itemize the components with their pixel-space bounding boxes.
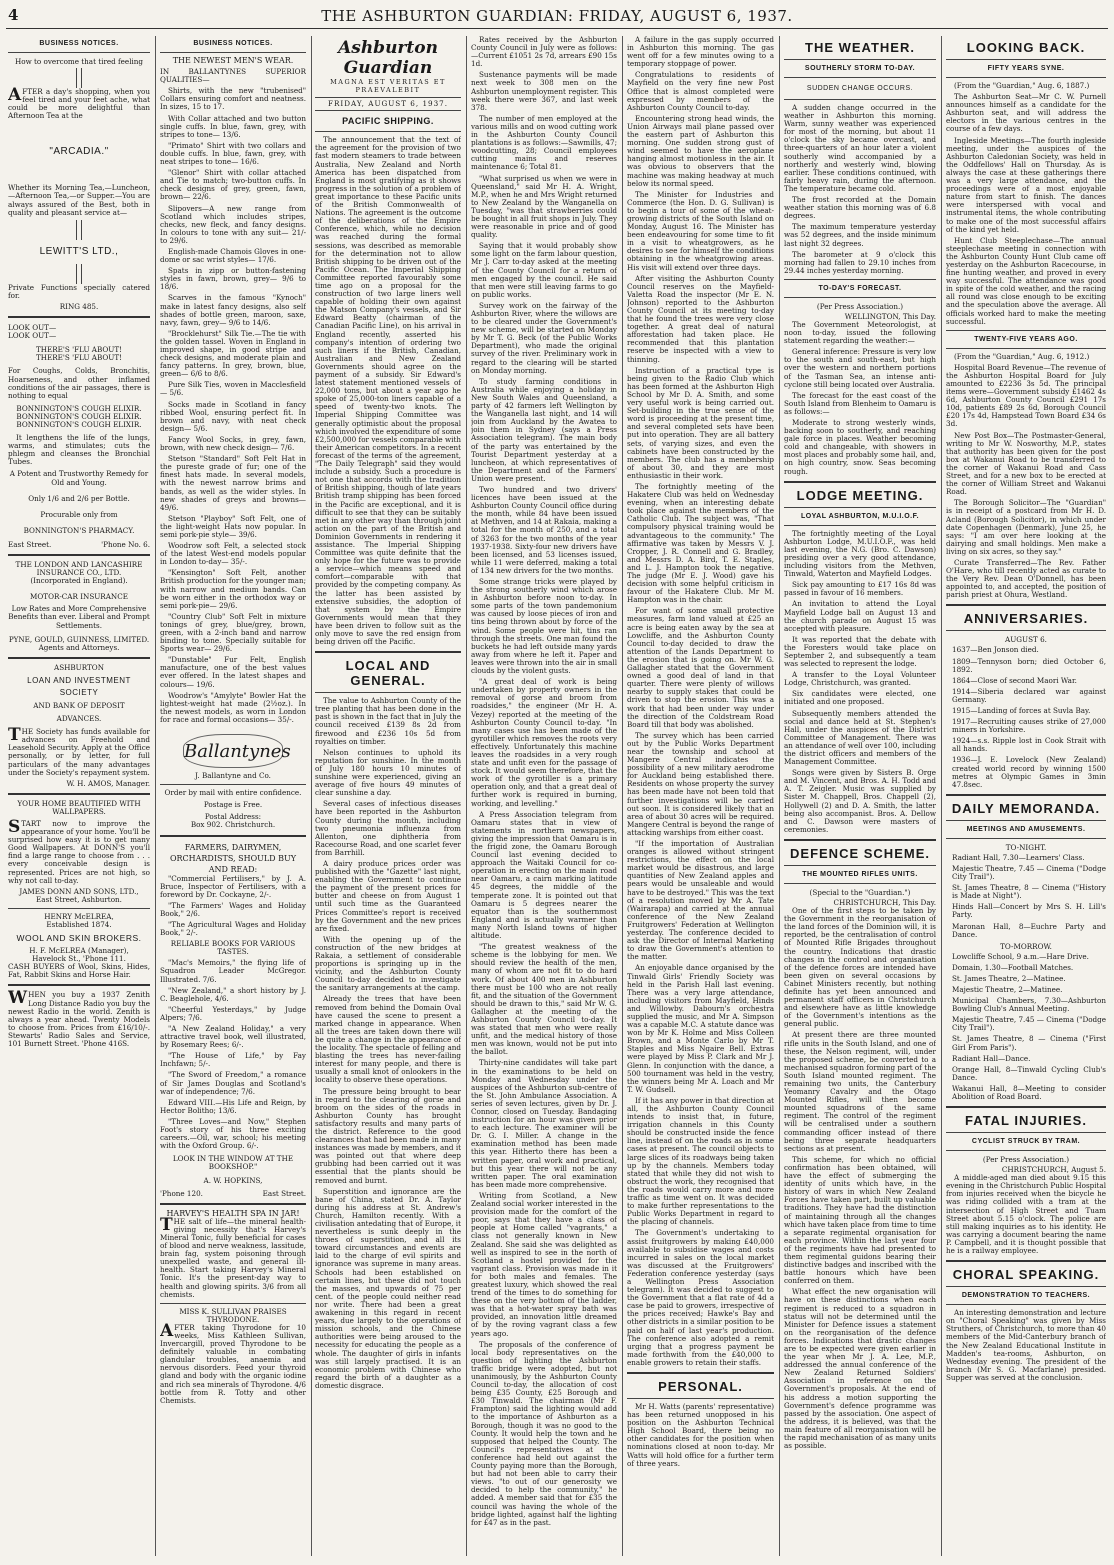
elixir-price: Only 1/6 and 2/6 per Bottle. [28, 493, 130, 503]
ad-rule [76, 264, 82, 284]
page-number: 4 [8, 6, 19, 24]
lewitt-name: LEWITT'S LTD., [39, 245, 119, 257]
forecast-paragraph: Moderate to strong westerly winds, backing soon to southerly, and reaching gale force in places. Weather becoming cold and changeable, with showers in most places and probably some hail, and, on high country, snow. Seas becoming rough. [784, 418, 936, 476]
tonight-heading: TO-NIGHT. [1005, 842, 1047, 852]
column-looking-back [946, 36, 1106, 1556]
news-item: The number of men employed at the various mills and on wood cutting work in the Ashburton County Council plantations is as follows:—Sawmills, 47; woodcutting, 28; Council employees cutting mains and reserves maintenance 6; Total 81. [471, 113, 617, 172]
book-item: "Mac's Memoirs," the flying life of Squadron Leader McGregor. Illustrated. 7/6. [160, 958, 306, 984]
event-item: Municipal Chambers, 7.30—Ashburton Bowling Club's Annual Meeting. [952, 996, 1106, 1014]
lewitt-ring: RING 485. [59, 301, 99, 311]
mens-wear-heading: THE NEWEST MEN'S WEAR. [172, 56, 294, 65]
tomorrow-heading: TO-MORROW. [1000, 941, 1052, 951]
fatal-injuries-heading: FATAL INJURIES. [965, 1113, 1087, 1129]
lodge-paragraph: An invitation to attend the Loyal Mayfield Lodge ball on August 13 and the church parade on August 15 was accepted with pleasure. [784, 599, 936, 633]
mens-wear-item: With Collar attached and two button single cuffs. In blue, fawn, grey, with stripes to tone— 13/6. [160, 113, 306, 139]
donn-address: East Street, Ashburton. [36, 894, 122, 904]
news-item: The survey which has been carried out by the Public Works Department near the township and school at Mangere Central indicates the possibility of a new military aerodrome for Auckland being established there. Residents on whose property the survey has been made have not been told that further investigations will be carried out soon. It is considered likely that an area of about 30 acres will be required. Mangere Central is beyond the range of attacking warships from either coast. [627, 730, 774, 837]
event-item: St. James Theatre, 8 — Cinema ("History is Made at Night"). [952, 883, 1106, 901]
arcadia-intro: How to overcome that tired feeling [14, 57, 144, 66]
looking-back-heading: LOOKING BACK. [966, 40, 1086, 55]
book-item: "Three Loves—and Now," Stephen Foot's story of his three exciting careers.—Oil, war, school; his meeting with the Oxford Group. 6/-. [160, 1116, 306, 1151]
section-heading: BUSINESS NOTICES. [39, 40, 119, 47]
masthead [0, 6, 1114, 28]
forecast-paragraph: The forecast for the east coast of the South Island from Blenheim to Oamaru is as follows:— [784, 390, 936, 416]
flu-notice: THERE'S 'FLU ABOUT! THERE'S 'FLU ABOUT! [35, 345, 123, 363]
news-item: Several cases of infectious diseases have been reported in the Ashburton County during the month, including two pneumonia influenza from Allenton, one diphtheria from Racecourse Road, and one scarlet fever from Barrhill. [315, 799, 461, 857]
cash-buyers: CASH BUYERS of Wool, Skins, Hides, Fat, Rabbit Skins and Horse Hair. [8, 962, 150, 980]
defence-paragraph: At present there are three mounted rifle units in the South Island, and one of these, the Nelson regiment, will, under the proposed scheme, be converted to a mechanised squadron forming part of the South Island mounted regiment. The remaining two units, the Canterbury Yeomanry Cavalry and the Otago Mounted Rifles, will then become mounted squadrons of the same regiment. The control of the regiment will be centralised under a southern commanding officer instead of there being three separate headquarters sections as at present. [784, 1030, 936, 1153]
agents-text: Agents and Attorneys. [38, 642, 120, 652]
anniversary-item: 1864—Close of second Maori War. [952, 675, 1077, 685]
donn-name: JAMES DONN AND SONS, LTD., [19, 886, 139, 896]
column-divider [466, 36, 467, 1556]
tomorrow-list [946, 953, 1106, 1101]
weather-paragraph: The maximum temperature yesterday was 52 degrees, and the inside minimum last night 32 degrees. [784, 222, 936, 248]
anniversary-item: 1914—Siberia declared war against Germany. [952, 686, 1106, 704]
forecast-source: (Per Press Association.) [816, 301, 904, 311]
zenith-radio: WHEN you buy a 1937 Zenith Long Distance Radio you buy the newest Radio in the world. Zenith is always a year ahead. Twenty Models to choose from. Prices from £16/10/-. Stewarts' Radio Sales and Service, 101 Burnett Street. 'Phone 416S. [8, 988, 150, 1049]
mcelrea-name: HENRY McELREA, [44, 911, 114, 921]
book-item: "The House of Life," by Fay Inchfawn; 5/-. [160, 1051, 306, 1069]
column-weather-lodge-defence [784, 36, 936, 1556]
news-item: "A great deal of work is being undertaken by property owners in the removal of gorse and broom from roadsides," the engineer (Mr H. A. Vezey) reported at the meeting of the Ashburton County Council to-day. "In many cases use has been made of the gyrotiller which removes the roots very effectively. Unfortunately this machine leaves the roadsides in a very rough state and unfit even for the passage of stock. It would seem therefore, that the work of the gyrotiller is a primary operation only, and that a great deal of further work is required in burning, working, and levelling." [471, 677, 617, 808]
ad-rule [76, 68, 82, 88]
news-item: The Minister for Industries and Commerce (the Hon. D. G. Sullivan) is to begin a tour of some of the wheat-growing districts of the South Island on Monday, August 16. The Minister has been endeavouring for some time to fit in a visit to wheatgrowers, as he desires to see for himself the conditions obtaining in the wheatgrowing areas. His visit will extend over three days. [627, 189, 774, 272]
pharmacy-phone: 'Phone No. 6. [101, 539, 150, 549]
choral-text: An interesting demonstration and lecture on "Choral Speaking" was given by Miss Struthers, of Christchurch, to more than 40 members of the Mid-Canterbury branch of the New Zealand Educational Institute in Madden's tea-rooms, Ashburton, on Wednesday evening. The president of the branch (Mr S. G. Macfarlane) presided. Supper was served at the conclusion. [946, 1308, 1106, 1382]
amos-manager: W. H. AMOS, Manager. [66, 778, 150, 788]
sudden-change: SUDDEN CHANGE OCCURS. [806, 85, 914, 92]
event-item: Wakanui Hall, 8—Meeting to consider Abolition of Road Board. [952, 1083, 1106, 1101]
news-item: With the opening up of the construction of the new bridges at Rakaia, a settlement of considerable proportions is springing up in the vicinity, and the Ashburton County Council to-day decided to investigate the sanitary arrangements at the camp. [315, 934, 461, 993]
wool-manager: H. F. McELREA (Manager), [29, 946, 129, 956]
book-item: Edward VIII.—His Life and Reign, by Hector Bolitho; 13/6. [160, 1097, 306, 1115]
history-item: Hunt Club Steeplechase—The annual steeplechase meeting in connection with the Ashburton County Hunt Club came off yesterday on the Ashburton Racecourse, in fine hunting weather, and proved in every way successful. The attendance was good in spite of the cold weather, and the racing all round was close enough to be exciting and the speculation above the average. All officials worked hard to make the meeting successful. [946, 235, 1106, 326]
anniversary-item: 1936—J. E. Lovelock (New Zealand) created world record by winning 1500 metres at Olympic Games in 3min 47.8sec. [952, 755, 1106, 789]
weather-heading: THE WEATHER. [805, 40, 915, 55]
arcadia-name: "ARCADIA." [49, 146, 109, 158]
lodge-paragraph: Sick pay amounting to £17 16s 8d was passed in favour of 16 members. [784, 580, 936, 598]
news-item: "The greatest weakness of the scheme is the lobbying for men. We should review the health of the men, many of whom are not fit to do hard work. Of about 400 men in Ashburton there must be 100 who are not really fit, and the situation of the Government should be drawn to this," said Mr W. G. Gallagher at the meeting of the Ashburton County Council to-day. It was stated that men who were really unfit, and the medical history of those men was known, would not be put into the ballot. [471, 942, 617, 1057]
local-news-items [471, 36, 617, 1527]
mens-wear-item: Slipovers—A new range from Scotland which includes stripes, checks, new fleck, and fancy designs. In colours to tone with any suit— 21/- to 29/6. [160, 203, 306, 245]
ballantynes-signature: Ballantynes [183, 734, 283, 768]
farmers-heading: FARMERS, DAIRYMEN, ORCHARDISTS, SHOULD BUY AND READ: [169, 842, 297, 874]
defence-report [784, 907, 936, 1450]
forecast-paragraph: The Government Meteorologist, at noon to-day, issued the following statement regarding the weather:— [784, 319, 936, 346]
news-item: After visiting the Ashburton County Council reserves on the Mayfield-Valetta Road the inspector (Mr E. N. Johnson) reported to the Ashburton County Council at its meeting to-day that he found the trees were very close together. A great deal of natural afforestation had taken place. He recommended that this plantation reserve be inspected with a view to thinning. [627, 273, 774, 364]
forecast-report [784, 321, 936, 476]
event-item: Radiant Hall—Dance. [952, 1053, 1031, 1063]
history-item: (From the "Guardian," Aug. 6, 1887.) [954, 81, 1090, 90]
forecast-dateline: WELLINGTON, This Day. [844, 311, 936, 321]
farm-book-item: "The Farmers' Wages and Holiday Book," 2/6. [160, 900, 306, 918]
farm-books-list [160, 875, 306, 938]
bank-deposit: AND BANK OF DEPOSIT [33, 700, 125, 710]
lewitt-line: Private Functions specially catered for. [8, 282, 150, 300]
newspaper-nameplate: Ashburton Guardian [338, 38, 438, 78]
lodge-paragraph: Six candidates were elected, one initiated and one proposed. [784, 689, 936, 707]
event-item: Domain, 1.30—Football Matches. [952, 962, 1074, 972]
news-item: Encountering strong head winds, the Union Airways mail plane passed over the eastern part of Ashburton this morning. One sudden strong gust of wind seemed to have the aeroplane hanging almost motionless in the air. It was obvious to observers that the machine was making headway at much below its normal speed. [627, 113, 774, 188]
local-general-heading: LOCAL AND GENERAL. [345, 658, 431, 689]
event-item: Orange Hall, 8—Tinwald Cycling Club's Dance. [952, 1064, 1106, 1082]
book-item: "The Sword of Freedom," a romance of Sir James Douglas and Scotland's war of independence; 7/6. [160, 1070, 306, 1096]
column-business-notices-2 [160, 36, 306, 1556]
twenty-five-years-items [946, 353, 1106, 600]
mens-wear-item: Shirts, with the new "trubenised" Collars ensuring comfort and neatness. In sizes, 15 to 17. [160, 86, 306, 112]
local-general-items [315, 697, 461, 1390]
choral-subheading: DEMONSTRATION TO TEACHERS. [961, 1292, 1091, 1300]
column-divider [779, 36, 780, 1556]
pharmacy-name: BONNINGTON'S PHARMACY. [23, 525, 135, 535]
news-item: The proposals of the conference of local body representatives on the question of lighting the Ashburton traffic bridge were adopted, but not unanimously, by the Ashburton County Council to-day, the allocation of cost being £35 County, £25 Borough and £30 Tinwald. The chairman (Mr F. Frampton) said the lighting would add to the importance of Ashburton as a Borough, though it was no good to the County. It would help the town and he supposed that helped the County. The Council's representatives at the conference had held out against the County paying more than the Borough, but had not been able to carry their views. "to out of our generosity we decided to help the community," he added. A member said that for £35 the council was having the whole of the bridge lighted, against half the lighting for £47 as in the past. [471, 1339, 617, 1527]
reliable-books-list [160, 959, 306, 1150]
daily-memoranda-heading: DAILY MEMORANDA. [951, 800, 1101, 816]
mens-wear-item: Woodrow soft Felt, a selected stock of the latest West-end models popular in London to-day— 35/-. [160, 541, 306, 567]
event-item: Majestic Theatre, 7.45 — Cinema ("Dodge City Trail"). [952, 1015, 1106, 1033]
fatal-text: A middle-aged man died about 9.15 this evening in the Christchurch Public Hospital from injuries received when the bicycle he was riding collided with a tram at the intersection of High Street and Tuam Street about 5.15 o'clock. The police are still making inquiries as to his identity. He was carrying a document bearing the name P. Campbell, and it is thought possible that he is a railway employee. [946, 1173, 1106, 1256]
wool-address: Havelock St., 'Phone 111. [32, 954, 126, 964]
ballantyne-company: J. Ballantyne and Co. [195, 771, 271, 781]
loan-society: LOAN AND INVESTMENT SOCIETY [27, 675, 131, 697]
history-item: (From the "Guardian," Aug. 6, 1912.) [954, 351, 1090, 361]
news-item: For want of some small protective measures, farm land valued at £25 an acre is being eaten away by the sea at Lowcliffe, and the Ashburton County Council to-day decided to draw the attention of the Lands Department to the erosion that is going on. Mr W. G. Gallagher stated that the Government owned a good deal of land in that quarter. There were plenty of willows nearby to supply stakes that could be driven to stop the erosion. This was a work that had been under way under the direction of the Coldstream Road Board till that body was abolished. [627, 606, 774, 729]
news-item: A failure in the gas supply occurred in Ashburton this morning. The gas went off for a few minutes owing to a temporary stoppage of power. [627, 36, 774, 69]
mens-wear-item: "Country Club" Soft Felt in mixture tonings of grey, blue/grey, brown, green, with a 2-inch band and narrow binding to tone. Specially suitable for Sports wear— 29/6. [160, 611, 306, 654]
column-editorial [315, 36, 461, 1556]
pacific-shipping-heading: PACIFIC SHIPPING. [342, 116, 434, 127]
ashburton-society: ASHBURTON [54, 662, 104, 672]
meetings-heading: MEETINGS AND AMUSEMENTS. [966, 825, 1086, 833]
event-item: Lowcliffe School, 9 a.m.—Hare Drive. [952, 951, 1089, 961]
section-heading: BUSINESS NOTICES. [193, 40, 273, 47]
qualities-heading: IN BALLANTYNES SUPERIOR QUALITIES— [160, 67, 306, 85]
hopkins-phone: 'Phone 120. [160, 1188, 203, 1198]
news-item: A dairy produce prices order was published with the "Gazette" last night, enabling the Government to continue the payment of the present prices for butter and cheese on from August 1 until such time as the Guaranteed Prices Committee's report is received by the Government and the new prices are fixed. [315, 858, 461, 933]
news-item: Sustenance payments will be made next week to 308 men on the Ashburton unemployment register. This week there were 367, and last week 378. [471, 70, 617, 112]
defence-paragraph: This scheme, for which no official confirmation has been obtained, will have the effect of submerging the identity of units which have, in the history of wars in which New Zealand Forces have taken part, built up valuable traditions. They have had the distinction of maintaining through all the changes which have taken place from time to time a separate regimental organisation for each province. Within the last year four of the regiments have had presented to them regimental guidons bearing their distinctive badges and inscribed with the battle honours which have been conferred on them. [784, 1154, 936, 1286]
event-item: Majestic Theatre, 2—Matinee. [952, 984, 1063, 994]
column-divider [622, 36, 623, 1556]
weather-subheading: SOUTHERLY STORM TO-DAY. [804, 65, 916, 72]
mens-wear-item: Spats in zipp or button-fastening styles in fawn, brown, grey— 9/6 to 18/6. [160, 266, 306, 292]
weather-paragraph: The frost recorded at the Domain weather station this morning was of 6.8 degrees. [784, 195, 936, 221]
defence-subheading: THE MOUNTED RIFLES UNITS. [802, 870, 918, 878]
anniversary-item: 1809—Tennyson born; died October 6, 1892. [952, 656, 1106, 674]
lodge-paragraph: It was reported that the debate with the Foresters would take place on September 2, and subsequently a team was selected to represent the lodge. [784, 634, 936, 669]
harvey-heading: HARVEY'S HEALTH SPA IN JAR! [166, 1208, 300, 1218]
mens-wear-item: Woodrow's "Amylyte" Bowler Hat the lightest-weight hat made (2½oz.). In the newest models, as worn in London for race and formal occasions— 35/-. [160, 690, 306, 724]
anniversary-item: 1637—Ben Jonson died. [952, 645, 1039, 655]
editorial-paragraph: The announcement that the text of the agreement for the provision of two fast modern steamers to trade between Australia, New Zealand and North America has been dispatched from England is most gratifying as it shows progress in the solution of a problem of great importance to these Pacific units of the British Commonwealth of Nations. The agreement is the outcome of the deliberations of the Empire Conference, which, while no decision was reached during the formal sessions, was described as memorable for the determination not to allow British shipping to be driven out of the Pacific Ocean. The Imperial Shipping Committee reported favourably some time ago on a proposal for the construction of two large liners well capable of holding their own against the Matson Company's vessels, and Sir Edward Beatty (chairman of the Canadian Pacific Line), on his arrival in England recently, asserted his company's intention of ordering two such liners if the British, Canadian, Australian and New Zealand Governments should agree on the payment of a subsidy. Sir Edward's latest statement mentioned vessels of 22,000 tons, but about a year ago he spoke of 25,000-ton liners capable of a speed of twenty-two knots. The Imperial Shipping Committee was generally optimistic about the proposal which involved the expenditure of some £2,500,000 for vessels comparable with their American competitors. In a recent forecast of the terms of the agreement, "The Daily Telegraph" said they would include a subsidy. Such a procedure is not one that accords with the tradition of British shipping, though of late years British tramp shipping has been forced in the Pacific are exceptional, and it is difficult to see that they can be suitably met in any other way than through joint action on the part of the British and Dominion Governments in rendering it assistance. The Imperial Shipping Committee was quite definite that the only hope for the future was to provide a service—which means speed and comfort—comparable with that provided by the competing company. As the latter has been assisted by extensive subsidies, the adoption of that system by the Empire Governments would mean that they have been driven to follow suit as the only move to save the red ensign from being driven off the Pacific. [315, 135, 461, 647]
news-item: The pressure being brought to bear in regard to the clearing of gorse and broom on the sides of the roads in Ashburton County has brought satisfactory results and many parts of the district. Reference to the good clearances that had been made in many instances was made by members, and it was pointed out that where deep grubbing had been carried out it was essential that the plants should be removed and burnt. [315, 1086, 461, 1185]
wallpaper-heading: YOUR HOME BEAUTIFIED WITH WALLPAPERS. [17, 798, 141, 816]
pharmacy-address: East Street. [8, 539, 52, 549]
bookshop-window: LOOK IN THE WINDOW AT THE BOOKSHOP." [172, 1154, 294, 1172]
anniversaries-heading: ANNIVERSARIES. [963, 611, 1089, 627]
mcelrea-established: Established 1874. [46, 920, 112, 929]
reliable-books-heading: RELIABLE BOOKS FOR VARIOUS TASTES. [170, 939, 296, 957]
look-out: LOOK OUT— LOOK OUT— [8, 323, 57, 341]
mens-wear-item: Fancy Wool Socks, in grey, fawn, brown, with new check design— 7/6. [160, 434, 306, 453]
procurable-text: Procurable only from [40, 509, 118, 519]
mens-wear-item: "Glenor" Shirt with collar attached and Tie to match; two-button cuffs. In check designs of grey, green, fawn, brown— 22/6. [160, 168, 306, 202]
anniversary-item: 1915—Landing of forces at Suvla Bay. [952, 706, 1091, 715]
news-item: Rates received by the Ashburton County Council in July were as follows:—Current £1051 2s 7d, arrears £90 15s 1d. [471, 36, 617, 69]
personal-text: Mr H. Watts (parents' representative) has been returned unopposed in his position on the Ashburton Technical High School Board, there being no other candidates for the position when nominations closed at noon to-day. Mr Watts will hold office for a further term of three years. [627, 1402, 774, 1468]
arcadia-body: AFTER a day's shopping, when you feel tired and your feet ache, what could be more delightful than Afternoon Tea at the [8, 85, 150, 121]
book-item: "A New Zealand Holiday," a very attractive travel book, well illustrated, by Rosemary Rees; 6/-. [160, 1024, 306, 1050]
column-local-news [471, 36, 617, 1556]
hopkins-name: A. W. HOPKINS, [203, 1175, 263, 1185]
news-item: Some strange tricks were played by the strong southerly wind which arose in Ashburton before noon to-day. In some parts of the town pandemonium was caused by loose pieces of iron and tins being thrown about by force of the wind. Some people were hit, tins ran through the streets. One man found the buckets he had left outside many yards away from where he left it. Paper and leaves were thrown into the air in small clouds by the violent gusts. [471, 577, 617, 676]
farm-book-item: "The Agricultural Wages and Holiday Book," 2/-. [160, 919, 306, 938]
remedy-text: A Potent and Trustworthy Remedy for Old and Young. [9, 469, 149, 487]
fatal-dateline: CHRISTCHURCH, August 5. [1001, 1165, 1106, 1175]
event-item: St. James Theatre, 2—Matinee. [952, 973, 1066, 983]
history-item: Hospital Board Revenue—The revenue of the Ashburton Hospital Board for July amounted to £2236 3s 5d. The principal items were—Government subsidy £1462 4s 6d, Ashburton County Council £291 17s 10d, patients £89 2s 6d, Borough Council £20 17s 4d, Hampstead Town Board £34 6s 3d. [946, 362, 1106, 429]
mens-wear-item: "Kensington" Soft Felt, another British production for the younger man; with narrow and medium bands. Can be worn either in the orthodox way or semi pork-pie— 29/6. [160, 568, 306, 610]
lodge-report [784, 530, 936, 834]
defence-heading: DEFENCE SCHEME. [790, 845, 930, 861]
wallpaper-text: START now to improve the appearance of your home. You'll be surprised how easy it is to get many Good Wallpapers. At DONN'S you'll find a large range to choose from . . . every conceivable design is represented. Prices are not high, so why not call to-day. [8, 816, 150, 885]
news-item: "If the importation of Australian oranges is allowed without stringent restrictions, the effect on the local market would be disastrous, and large quantities of New Zealand apples and pears would be unsaleable and would have to be destroyed." This was the text of a resolution moved by Mr A. Tate (Wairarapa) and carried at the annual conference of the New Zealand Fruitgrowers' Federation at Wellington yesterday. The conference decided to ask the Director of Internal Marketing to draw the Government's attention to the matter. [627, 839, 774, 962]
news-item: Superstition and ignorance are the bane of China, stated Dr. A. Taylor during his address at St. Andrew's Church, Hamilton recently. With a civilisation antedating that of Europe, it nevertheless is sunk deeply in the throes of superstition, and all its toward circumstances and events are laid to the charge of evil spirits and ignorance was supreme in many areas. Schools had been established on certain lines, but these did not touch the masses, and upwards of 75 per cent. of the people could neither read nor write. There had been a great awakening in this regard in recent years, due largely to the operations of mission schools, and the Chinese authorities were being aroused to the necessity for educating the people as a whole. The daughter of girls in infants was still largely practised. It is an economic problem with Chinese who regard the birth of a daughter as a domestic disgrace. [315, 1186, 461, 1390]
sullivan-text: AFTER taking Thyrodone for 10 weeks, Miss Kathleen Sullivan, Invercargill, proved Thyrodone to be definitely valuable in combating glandular troubles, anaemia and nervous disorders. Feed your thyroid gland and body with the organic iodine and rich sea minerals of Thyrodone. 4/6 bottle from R. Totty and other Chemists. [160, 1320, 306, 1405]
mens-wear-item: Pure Silk Ties, woven in Macclesfield — 5/6. [160, 380, 306, 398]
mens-wear-item: Socks made in Scotland in fancy ribbed Wool, ensuring perfect fit. In brown and navy, with neat check design— 5/6. [160, 399, 306, 433]
mens-wear-item: "Brocklehurst" Silk Tie.—The tie with the golden tassel. Woven in England in improved shape, in good stripe and check designs, and moderate plain and fancy patterns. In grey, brown, blue, green— 6/6 to 8/6. [160, 328, 306, 379]
page-title: THE ASHBURTON GUARDIAN: FRIDAY, AUGUST 6, 1937. [321, 7, 793, 25]
choral-heading: CHORAL SPEAKING. [952, 1267, 1100, 1283]
news-item: The Government's undertaking to assist fruitgrowers by making £40,000 available to subsidise wages and costs incurred in sales on the local market was discussed at the Fruitgrowers' Federation conference yesterday (says a Wellington Press Association telegram). It was decided to suggest to the Government that a flat rate of 4d a case be paid to growers, irrespective of the prices received; Hawke's Bay and other districts in a similar position to be paid on half of last year's production. The conference also adopted a remit urging that a progress payment be made forthwith from the £40,000 to enable growers to retain their staffs. [627, 1228, 774, 1367]
news-item: Writing from Scotland, a New Zealand social worker interested in the provision made for the comfort of the poor, says that they have a class of people at Home called "vagrants," a class not generally known in New Zealand. She said she was delighted as well as inspired to see in the north of Scotland a hostel provided for the vagrant class. Provision was made in it for both males and females. The greatest luxury, which showed the real trend of the times to do something for these on the very bottom of the ladder, was that a hot-water spray bath was provided, an innovation little dreamed of by the roving vagrant class a few years ago. [471, 1190, 617, 1338]
insurance-incorporated: (Incorporated in England). [30, 576, 128, 586]
mens-wear-item: "Dunstable" Fur Felt, English manufacture, one of the best values ever offered. In the latest shapes and colours— 19/6. [160, 655, 306, 689]
advances-heading: ADVANCES. [56, 714, 102, 724]
postage-free: Postage is Free. [203, 800, 263, 810]
news-item: Thirty-nine candidates will take part in the examinations to be held on Monday and Wednesday under the auspices of the Ashburton sub-centre of the St. John Ambulance Association. A series of seven lectures, given by Dr. J. Connor, closed on Tuesday. Bandaging instruction for an hour was given prior to each lecture. The examiner will be Dr. G. I. Miller. A change in the examination method has been made this year. Hitherto there has been a written paper, oral work and practical, but this year there will not be any written paper. The oral examination has been made more comprehensive. [471, 1058, 617, 1189]
twenty-five-years-heading: TWENTY-FIVE YEARS AGO. [974, 335, 1078, 343]
event-item: St. James Theatre, 8 — Cinema ("First Girl From Paris"). [952, 1034, 1106, 1052]
column-divider [941, 36, 942, 1556]
news-item: Instruction of a practical type is being given to the Radio Club which has been formed at the Ashburton High School by Mr D. A. Smith, and some very useful work is being carried out. Set-building in the true sense of the word is proceeding at the present time, and several completed sets have been put into operation. They are all battery sets, of varying sizes, and even the cabinets have been constructed by the members. The club has a membership of about 30, and they are most enthusiastic in their work. [627, 365, 774, 480]
elixir-name: BONNINGTON'S COUGH ELIXIR. BONNINGTON'S COUGH ELIXIR. BONNINGTON'S COUGH ELIXIR. [16, 403, 142, 429]
mens-wear-item: "Primato" Shirt with two collars and double cuffs. In blue, fawn, grey, with neat stripes to tone— 16/6. [160, 140, 306, 167]
insurance-rates: Low Rates and More Comprehensive Benefits than ever. Liberal and Prompt Settlements. [8, 604, 150, 630]
motor-insurance: MOTOR-CAR INSURANCE [30, 592, 128, 602]
lengthens-text: It lengthens the life of the lungs, warms, and stimulates; cuts the phlegm and cleanses the Bronchial Tubes. [8, 433, 150, 467]
column-business-notices-1 [8, 36, 150, 1556]
anniversary-item: 1924—s.s. Ripple lost in Cook Strait with all hands. [952, 736, 1106, 754]
lodge-paragraph: A transfer to the Loyal Volunteer Lodge, Christchurch, was granted. [784, 670, 936, 688]
insurance-name: THE LONDON AND LANCASHIRE INSURANCE CO., LTD. [15, 560, 143, 578]
hopkins-address: East Street. [262, 1188, 306, 1198]
news-item: The value to Ashburton County of the tree planting that has been done in the past is shown in the fact that in July the council received £139 8s 2d from firewood and £236 10s 5d from royalties on timber. [315, 696, 461, 746]
society-text: THE Society has funds available for advances on Freehold and Leasehold Security. Apply at the Office personally, or by letter, for full particulars of the many advantages under the Society's repayment system. [8, 725, 150, 777]
mens-wear-list [160, 87, 306, 724]
masthead-rule [6, 28, 1108, 29]
book-item: "New Zealand," a short history by J. C. Beaglehole, 4/6. [160, 985, 306, 1003]
pacific-shipping-article [315, 136, 461, 646]
column-divider [155, 36, 156, 1556]
tonight-list [946, 854, 1106, 939]
event-item: Maronan Hall, 8—Euchre Party and Dance. [952, 921, 1106, 939]
fifty-years-items [946, 82, 1106, 326]
column-local-news-2 [627, 36, 774, 1556]
book-item: "Cheerful Yesterdays," by Judge Alpers; 7/6. [160, 1004, 306, 1022]
lodge-paragraph: The fortnightly meeting of the Loyal Ashburton Lodge, M.U.I.O.F., was held last evening, the N.G. (Bro. C. Dawson) presiding over a very good attendance, including visitors from the Methven, Tinwald, Waterton and Mayfield Lodges. [784, 528, 936, 579]
mens-wear-item: Scarves in the famous "Kynoch" make in latest fancy designs, also self shades of bottle green, maroon, saxe, navy, fawn, grey— 9/6 to 14/6. [160, 293, 306, 327]
defence-paragraph: What effect the new organisation will have on these distinctions when each regiment is reduced to a squadron in status will not be determined until the Minister for Defence issues a statement on the reorganisation of the defence forces. Indications that drastic changes are to be expected were given earlier in the year when Mr J. A. Lee, M.P., addressed the annual conference of the New Zealand Returned Soldiers' Association in reference on the Government's proposals. At the end of his address a motion supporting the Government's defence programme was passed by the association. One aspect of the address, it is believed, was that the main feature of all reorganisation will be the rapid mechanisation of as many units as possible. [784, 1287, 936, 1451]
pyne-gould: PYNE, GOULD, GUINNESS, LIMITED. [8, 634, 150, 644]
order-by-mail: Order by mail with entire confidence. [164, 788, 302, 798]
postal-box: Box 902. Christchurch. [190, 820, 276, 830]
news-item: A Press Association telegram from Oamaru states that in view of statements in northern newspapers, giving the impression that Oamaru is in the frigid zone, the Oamaru Borough Council last evening decided to approach the Waitaki Council for co-operation in erecting on the main road near Oamaru, a cairn marking latitude 45 degrees, the middle of the temperate zone. It is pointed out that Oamaru is 5 degrees nearer the equator than is the southernmost England and is actually warmer than many North Island towns of higher altitude. [471, 809, 617, 941]
history-item: The Borough Solicitor—The "Guardian" is in receipt of a postcard from Mr H. D. Acland (Borough Solicitor), in which under date Copenhagen (Denmark), June 25, he says: "I am over here looking at the dairying and small holdings. Men make a living on six acres, so they say." [946, 498, 1106, 556]
news-item: Survey work on the fairway of the Ashburton River, where the willows are to be cleared under the Government's new scheme, will be started on Monday by Mr T. G. Beck (of the Public Works Department), who made the original survey of the river. Preliminary work in regard to the clearing will be started on Monday morning. [471, 300, 617, 375]
event-item: Majestic Theatre, 7.45 — Cinema ("Dodge City Trail"). [952, 863, 1106, 882]
weather-paragraph: The barometer at 9 o'clock this morning had fallen to 29.10 inches from 29.44 inches yesterday morning. [784, 249, 936, 275]
news-item: To study farming conditions in Australia while enjoying a holiday in New South Wales and Queensland, a party of 42 farmers left Wellington by the Wanganella last night, and 14 will join from Auckland by the Awatea to join them in Sydney (says a Press Association telegram). The main body of the party was entertained by the Tourist Department yesterday at a luncheon, at which representatives of the Department and of the Farmers' Union were present. [471, 376, 617, 483]
anniversaries-list [946, 646, 1106, 788]
harvey-text: THE salt of life—the mineral health-giving necessity that's Harvey's Mineral Tonic, fully beneficial for cases of blood and nerve weakness, lassitude, brain fag, system poisoning through unexpelled waste, and general ill-health. Start taking Harvey's Mineral Tonic. It's the present-day way to health and glowing spirits. 3/6 from all chemists. [160, 1214, 306, 1299]
news-item: An enjoyable dance organised by the Tinwald Girls' Friendly Society was held in the Parish Hall last evening. There was a very large attendance, including visitors from Mayfield, Hinds and Willowby. Dabourn's orchestra supplied the music, and Mr A. Simpson was a capable M.C. A statute dance was won by Mr K. Holme and Miss Colleen Brown, and a Monte Carlo by Mr T. Staples and Miss Ngaire Bell. Extras were played by Miss P. Clark and Mr J. Glenn. In conjunction with the dance, a 500 tournament was held in the vestry, the winners being Mr A. Loach and Mr T. W. Gudsell. [627, 963, 774, 1094]
defence-dateline: CHRISTCHURCH, This Day. [833, 897, 936, 907]
anniversary-item: 1917—Recruiting causes strike of 27,000 miners in Yorkshire. [952, 717, 1106, 735]
local-news-items [627, 36, 774, 1367]
ad-rule [76, 220, 82, 240]
fifty-years-heading: FIFTY YEARS SYNE. [987, 65, 1065, 72]
sullivan-heading: MISS K. SULLIVAN PRAISES THYRODONE. [179, 1306, 287, 1324]
event-item: Radiant Hall, 7.30—Learners' Class. [952, 852, 1085, 862]
mens-wear-item: Stetson "Standard" Soft Felt Hat in the pureste grade of fur; one of the finest hats made. In several models, with the newest narrow brims and bands, as well as the wider styles. In new shades of greys and browns— 49/6. [160, 454, 306, 512]
personal-heading: PERSONAL. [658, 1379, 743, 1394]
wool-brokers: WOOL AND SKIN BROKERS. [16, 933, 142, 944]
lodge-paragraph: Songs were given by Sisters B. Orge and M. Vincent, and Bros. A. H. Todd and A. T. Zeigler. Music was supplied by Sister M. Chappell, Bros. Chappell (2), Hollywell (2) and D. A. Smith, the latter being also accompanist. Bros. A. Dellow and C. Dawson were masters of ceremonies. [784, 768, 936, 834]
news-item: The fortnightly meeting of the Hakatere Club was held on Wednesday evening, when an interesting debate took place against the members of the Catholic Club. The subject was, "That compulsory physical training would be advantageous to the community." The affirmative was taken by Messrs V. J. Cropper, J. R. Connell and G. Bradley, and Messrs D. A. Bird, T. E. Staples, and L. J. Hampton took the negative. The judge (Mr E. J. Wood) gave his decision with some helpful criticism in favour of the Hakatere Club. Mr M. Hampton was in the chair. [627, 481, 774, 605]
newspaper-motto: MAGNA EST VERITAS ET PRAEVALEBIT [330, 78, 446, 95]
column-divider [311, 36, 312, 1556]
news-item: Congratulations to residents of Mayfield on the very fine new Post Office that is almost completed were expressed by members of the Ashburton County Council to-day. [627, 70, 774, 112]
mens-wear-item: English-made Chamois Gloves in one-dome or sac wrist styles— 17/6. [160, 246, 306, 265]
lodge-subheading: LOYAL ASHBURTON, M.U.I.O.F. [800, 512, 920, 520]
forecast-heading: TO-DAY'S FORECAST. [818, 284, 902, 292]
history-item: The Ashburton Seat—Mr C. W. Purnell announces himself as a candidate for the Ashburton seat, and will address the electors in the various centres in the course of a few days. [946, 92, 1106, 134]
weather-report [784, 104, 936, 275]
fatal-source: (Per Press Association.) [982, 1155, 1070, 1165]
event-item: Hinds Hall—Concert by Mrs S. H. Lill's Party. [952, 902, 1106, 920]
news-item: If it has any power in that direction at all, the Ashburton County Council intends to insist that, in future, irrigation channels in this County should be constructed inside the fence line, instead of on the roads as in some cases at present. The council objects to large slices of its roadways being taken up by the channels. Members today stated that while they did not wish to obstruct the work, they recognised that the roads would carry more and more traffic as time went on. It was decided to make further representations to the Public Works Department in regard to the placing of channels. [627, 1095, 774, 1227]
editorial-date: FRIDAY, AUGUST 6, 1937. [315, 97, 461, 111]
postal-address-label: Postal Address: [204, 812, 262, 822]
news-item: Already the trees that have been removed from behind the Domain Oval have caused the scene to present a marked change in appearance. When all the trees are taken down there will be quite a change in the appearance of the locality. The spectacle of felling and blasting the trees has never-failing interest for many people, and there is usually a small knot of onlookers in the locality to observe these operations. [315, 994, 461, 1085]
mens-wear-item: Stetson "Playboy" Soft Felt, one of the light-weight Hats now popular. In semi pork-pie style— 39/6. [160, 513, 306, 539]
history-item: New Post Box—The Postmaster-General, writing to Mr W. Nosworthy, M.P., states that authority has been given for the post box at Wakanui Road to be transferred to the corner of Wakanui Road and Cass Street, and for a new box to be erected at the corner of William Street and Wakanui Road. [946, 430, 1106, 497]
news-item: "What surprised us when we were in Queensland," said Mr H. A. Wright, M.P., when he and Mrs Wright returned to New Zealand by the Wanganella on Tuesday, "was that strawberries could be bought in all fruit shops in July. They were reasonable in price and of good quality. [471, 173, 617, 240]
news-item: Saying that it would probably show some light on the farm labour question, Mr J. Carr to-day asked at the meeting of the County Council for a return of men engaged by the council. He said that men were still leaving farms to go on public works. [471, 241, 617, 299]
farm-book-item: "Commercial Fertilisers," by J. A. Bruce, Inspector of Fertilisers, with a foreword by Dr. Cockayne, 2/-. [160, 873, 306, 899]
anniversaries-date: AUGUST 6. [1005, 635, 1047, 645]
weather-paragraph: A sudden change occurred in the weather in Ashburton this morning. Warm, sunny weather was experienced for most of the morning, but about 11 o'clock the sky became overcast, and three-quarters of an hour later a violent southerly wind accompanied by a northerly and westerly wind, blowing earlier. These conditions continued, with fairly heavy rain, during the afternoon. The temperature became cold. [784, 103, 936, 193]
coughs-text: For Coughs, Colds, Bronchitis, Hoarseness, and other inflamed conditions of the air passages, there is nothing to equal [8, 366, 150, 400]
defence-source: (Special to the "Guardian.") [809, 887, 911, 897]
fatal-subheading: CYCLIST STRUCK BY TRAM. [971, 1138, 1081, 1146]
history-item: Curate Transferred—The Rev. Father O'Hare, who till recently acted as curate to the Very Rev. Dean O'Donnell, has been appointed to, and accepted, the position of parish priest at Ohura, Westland. [946, 557, 1106, 600]
history-item: Ingleside Meetings—The fourth ingleside meeting, under the auspices of the Ashburton Caledonian Society, was held in the Oddfellows' Hall on Thursday. As is always the case at these gatherings there was a very large attendance, and the proceedings were of a most enjoyable nature from start to finish. The dances were interspersed with vocal and instrumental items, the whole contributing to make one of the most successful affairs of the kind yet held. [946, 135, 1106, 234]
lodge-heading: LODGE MEETING. [796, 487, 924, 503]
news-item: Nelson continues to uphold its reputation for sunshine. In the month of July 180 hours 10 minutes of sunshine were experienced, giving an average of five hours 49 minutes of clear sunshine a day. [315, 747, 461, 798]
forecast-paragraph: General inference: Pressure is very low to the south and south-east, but high over the western and northern portions of the Tasman Sea, an intense anti-cyclone still being located over Australia. [784, 347, 936, 389]
defence-paragraph: One of the first steps to be taken by the Government in the reorganisation of the land forces of the Dominion will, it is reported, be the centralisation of control of Mounted Rifle Brigades throughout the country. Indications that drastic changes in the control and organisation of the defence forces are intended have been given on several occasions by Cabinet Ministers recently, but nothing definite has yet been announced and permanent staff officers in Christchurch and elsewhere have as little knowledge of the Government's intentions as the general public. [784, 906, 936, 1029]
arcadia-body-2: Whether its Morning Tea,—Luncheon, —Afternoon Tea,—or Supper.—You are always assured of the Best, both in quality and pleasant service at— [8, 183, 150, 217]
news-item: Two hundred and two drivers' licences have been issued at the Ashburton County Council office during the month, while 84 have been issued at Methven, and 14 at Rakaia, making a total for the month of 250, and a total of 3263 for the two months of the year 1937-1938. Sixty-four new drivers have been licensed, and 53 licenses issued, while 11 were deferred, making a total of 134 new drivers for the two months. [471, 484, 617, 575]
lodge-paragraph: Subsequently members attended the social and dance held at St. Stephen's Hall, under the auspices of the District Committee of Management. There was an attendance of well over 100, including the district officers and members of the Management Committee. [784, 708, 936, 767]
